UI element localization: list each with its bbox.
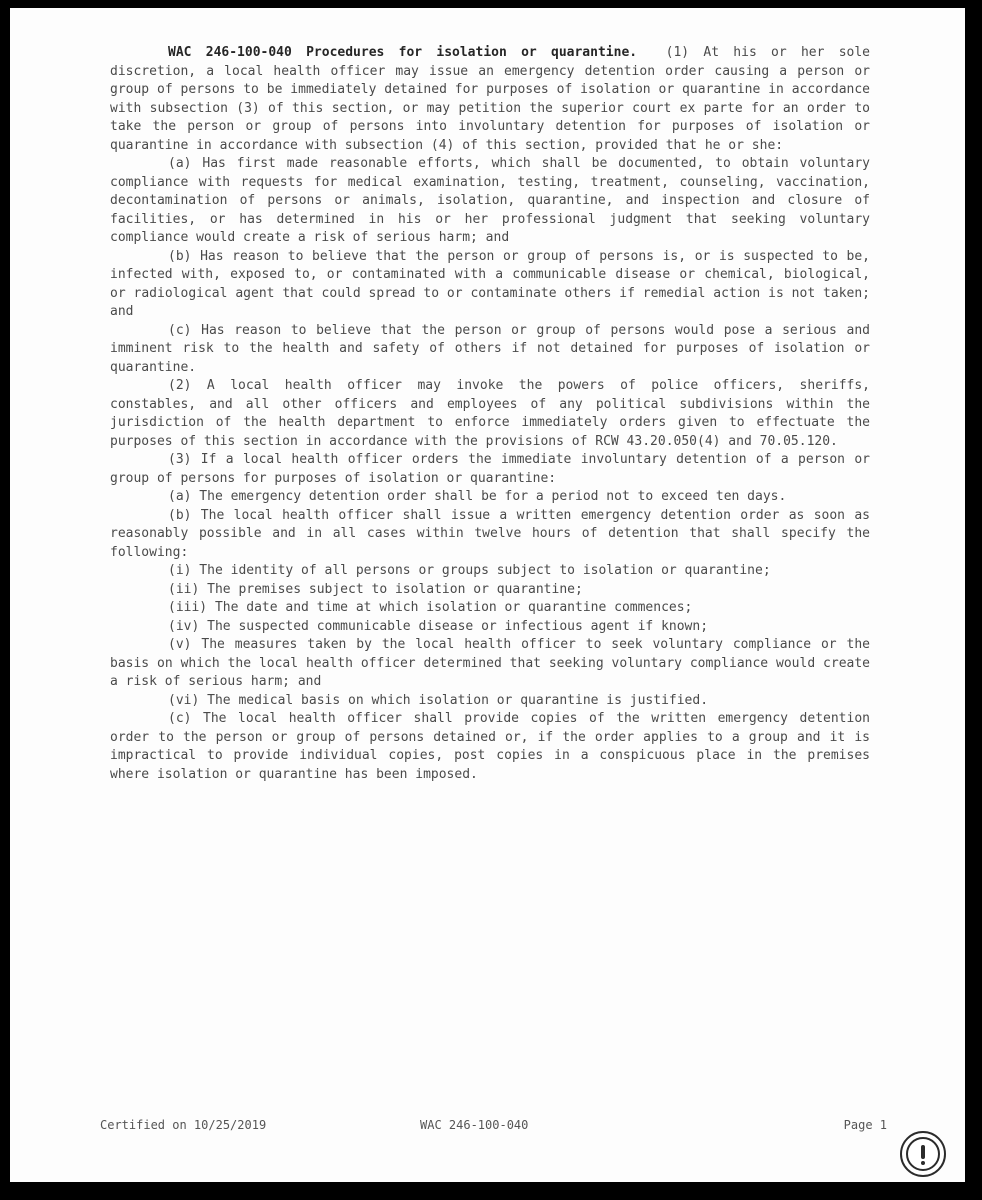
- section-heading: WAC 246-100-040 Procedures for isolation or quarantine.: [168, 45, 638, 60]
- paragraph-3b-vi: (vi) The medical basis on which isolation or quarantine is justified.: [168, 692, 709, 708]
- footer-page-number: Page 1: [843, 1118, 887, 1132]
- footer-code: WAC 246-100-040: [420, 1118, 529, 1132]
- exclamation-bar: [921, 1145, 925, 1159]
- document-page: [10, 8, 965, 1182]
- intro-text: (1) At his or her sole discretion, a local health officer may issue an emergency detention order causing a person or group of persons to be immediately detained for purposes of isolation or quarantine in accordance with subsection (3) of this section, or may petition the superior court ex parte for an order to take the person or group of persons into involuntary detention for purposes of isolation or quarantine in accordance with subsection (4) of this section, provided that he or she:: [110, 45, 870, 153]
- paragraph-3b-v: (v) The measures taken by the local health officer to seek voluntary compliance or the basis on which the local health officer determined that seeking voluntary compliance would create a risk of serious harm; and: [110, 637, 870, 689]
- paragraph-2: (2) A local health officer may invoke the powers of police officers, sheriffs, constables, and all other officers and employees of any political subdivisions within the jurisdiction of the health department to enforce immediately orders given to effectuate the purposes of this section in accordance with the provisions of RCW 43.20.050(4) and 70.05.120.: [110, 378, 870, 449]
- paragraph-3a: (a) The emergency detention order shall be for a period not to exceed ten days.: [168, 489, 787, 504]
- paragraph-3b-i: (i) The identity of all persons or groups subject to isolation or quarantine;: [168, 563, 771, 578]
- exclamation-dot: [921, 1161, 925, 1165]
- intro-paragraph: [110, 44, 870, 155]
- exclamation-circle-icon[interactable]: [900, 1131, 946, 1177]
- paragraph-3b-ii: (ii) The premises subject to isolation or quarantine;: [168, 581, 583, 597]
- paragraph-1a: (a) Has first made reasonable efforts, which shall be documented, to obtain voluntary compliance with requests for medical examination, testing, treatment, counseling, vaccination, decontamination of persons or animals, isolation, quarantine, and inspection and closure of facilities, or has determined in his or her professional judgment that seeking voluntary compliance would create a risk of serious harm; and: [110, 156, 870, 245]
- paragraph-3b: (b) The local health officer shall issue a written emergency detention order as soon as reasonably possible and in all cases within twelve hours of detention that shall specify the following:: [110, 507, 870, 560]
- paragraph-3b-iv: (iv) The suspected communicable disease or infectious agent if known;: [168, 618, 709, 634]
- document-body: [110, 44, 870, 784]
- paragraph-3b-iii: (iii) The date and time at which isolation or quarantine commences;: [168, 600, 693, 615]
- exclamation-circle-inner: [906, 1137, 940, 1171]
- paragraph-1b: (b) Has reason to believe that the person or group of persons is, or is suspected to be, infected with, exposed to, or contaminated with a communicable disease or chemical, biological, or radiological agent that could spread to or contaminate others if remedial action is not taken; and: [110, 248, 870, 319]
- paragraph-1c: (c) Has reason to believe that the person or group of persons would pose a serious and imminent risk to the health and safety of others if not detained for purposes of isolation or quarantine.: [110, 322, 870, 375]
- footer-certified: Certified on 10/25/2019: [100, 1118, 267, 1132]
- paragraph-3c: (c) The local health officer shall provide copies of the written emergency detention order to the person or group of persons detained or, if the order applies to a group and it is impractical to provide individual copies, post copies in a conspicuous place in the premises where isolation or quarantine has been imposed.: [110, 711, 870, 782]
- paragraph-3: (3) If a local health officer orders the immediate involuntary detention of a person or group of persons for purposes of isolation or quarantine:: [110, 452, 870, 486]
